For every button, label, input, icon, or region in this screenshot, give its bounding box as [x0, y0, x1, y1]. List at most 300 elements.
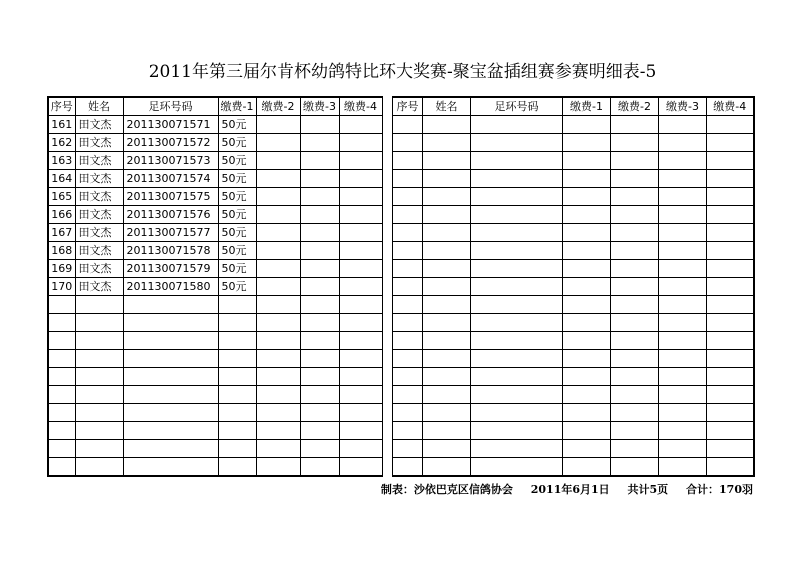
name-cell — [75, 350, 123, 368]
ring-cell: 201130071577 — [123, 224, 218, 242]
table-row — [393, 242, 754, 260]
seq-cell — [393, 368, 423, 386]
seq-cell — [393, 332, 423, 350]
seq-cell — [393, 278, 423, 296]
seq-cell: 161 — [48, 116, 75, 134]
ring-cell: 201130071572 — [123, 134, 218, 152]
ring-cell — [123, 314, 218, 332]
table-row — [393, 440, 754, 458]
fee1-cell — [218, 332, 256, 350]
seq-cell — [393, 404, 423, 422]
fee4-cell — [339, 314, 382, 332]
seq-cell — [48, 458, 75, 477]
fee3-cell — [300, 332, 339, 350]
name-cell — [423, 404, 471, 422]
seq-cell — [393, 152, 423, 170]
fee2-cell — [611, 134, 659, 152]
table-row — [48, 206, 382, 224]
fee2-cell — [256, 386, 300, 404]
name-cell: 田文杰 — [75, 278, 123, 296]
fee4-header: 缴费-4 — [707, 97, 754, 116]
fee1-cell — [563, 332, 611, 350]
fee2-cell — [256, 332, 300, 350]
name-cell — [423, 422, 471, 440]
ring-cell — [471, 314, 563, 332]
seq-cell — [393, 206, 423, 224]
ring-cell — [471, 116, 563, 134]
fee1-cell — [218, 386, 256, 404]
ring-cell — [471, 224, 563, 242]
table-row — [48, 332, 382, 350]
name-cell — [75, 422, 123, 440]
fee3-cell — [659, 458, 707, 477]
fee4-cell — [707, 206, 754, 224]
fee2-cell — [611, 152, 659, 170]
table-row — [393, 332, 754, 350]
fee2-cell — [611, 296, 659, 314]
name-cell — [75, 368, 123, 386]
fee3-cell — [659, 440, 707, 458]
name-cell — [423, 314, 471, 332]
table-row — [48, 170, 382, 188]
fee3-header: 缴费-3 — [300, 97, 339, 116]
fee3-cell — [300, 224, 339, 242]
fee3-cell — [659, 170, 707, 188]
fee4-cell — [707, 296, 754, 314]
fee1-cell — [218, 404, 256, 422]
table-row — [48, 116, 382, 134]
table-row — [48, 224, 382, 242]
fee4-cell — [339, 278, 382, 296]
fee3-cell — [300, 260, 339, 278]
fee2-cell — [256, 440, 300, 458]
name-cell — [423, 152, 471, 170]
fee2-header: 缴费-2 — [611, 97, 659, 116]
left-header-row — [48, 97, 382, 116]
fee4-cell — [707, 314, 754, 332]
ring-cell: 201130071573 — [123, 152, 218, 170]
fee4-cell — [707, 368, 754, 386]
fee2-cell — [256, 152, 300, 170]
name-header: 姓名 — [423, 97, 471, 116]
fee2-cell — [611, 116, 659, 134]
seq-cell — [393, 242, 423, 260]
ring-cell — [471, 404, 563, 422]
fee4-cell — [339, 404, 382, 422]
fee2-cell — [611, 332, 659, 350]
fee4-cell — [707, 422, 754, 440]
fee4-cell — [339, 116, 382, 134]
fee4-cell — [707, 134, 754, 152]
seq-cell: 163 — [48, 152, 75, 170]
fee3-cell — [659, 422, 707, 440]
fee1-cell — [563, 458, 611, 477]
seq-cell: 167 — [48, 224, 75, 242]
fee3-cell — [659, 314, 707, 332]
fee4-cell — [339, 350, 382, 368]
seq-cell — [48, 332, 75, 350]
fee3-cell — [300, 422, 339, 440]
ring-cell: 201130071574 — [123, 170, 218, 188]
fee4-cell — [707, 440, 754, 458]
fee2-cell — [256, 134, 300, 152]
ring-cell — [123, 368, 218, 386]
name-cell: 田文杰 — [75, 260, 123, 278]
ring-cell — [471, 170, 563, 188]
ring-cell — [471, 278, 563, 296]
footer-maker: 制表：沙依巴克区信鸽协会 — [380, 483, 513, 496]
ring-cell — [471, 386, 563, 404]
fee2-cell — [611, 314, 659, 332]
fee1-cell — [563, 134, 611, 152]
fee4-cell — [339, 422, 382, 440]
table-row — [393, 368, 754, 386]
table-row — [48, 152, 382, 170]
fee1-cell — [563, 296, 611, 314]
table-row — [393, 170, 754, 188]
footer — [381, 481, 753, 497]
seq-cell — [393, 134, 423, 152]
ring-cell — [471, 422, 563, 440]
name-cell — [423, 296, 471, 314]
fee4-cell — [707, 404, 754, 422]
name-cell — [75, 440, 123, 458]
name-cell: 田文杰 — [75, 116, 123, 134]
name-header: 姓名 — [75, 97, 123, 116]
fee2-cell — [256, 116, 300, 134]
fee2-cell — [611, 404, 659, 422]
fee2-cell — [256, 296, 300, 314]
fee4-cell — [707, 224, 754, 242]
table-row — [48, 260, 382, 278]
seq-header: 序号 — [393, 97, 423, 116]
fee3-cell — [659, 386, 707, 404]
fee4-cell — [707, 278, 754, 296]
name-cell: 田文杰 — [75, 170, 123, 188]
table-row — [393, 152, 754, 170]
seq-cell: 165 — [48, 188, 75, 206]
ring-cell: 201130071576 — [123, 206, 218, 224]
name-cell — [423, 458, 471, 477]
fee1-cell — [218, 422, 256, 440]
ring-header: 足环号码 — [123, 97, 218, 116]
fee2-cell — [611, 206, 659, 224]
fee2-cell — [256, 422, 300, 440]
right-header-row — [393, 97, 754, 116]
name-cell — [423, 386, 471, 404]
fee4-cell — [707, 332, 754, 350]
ring-cell — [471, 458, 563, 477]
ring-cell — [471, 332, 563, 350]
fee4-cell — [707, 188, 754, 206]
seq-cell — [393, 296, 423, 314]
table-row — [393, 188, 754, 206]
name-cell — [423, 440, 471, 458]
fee4-cell — [339, 188, 382, 206]
fee1-cell — [563, 350, 611, 368]
fee2-cell — [256, 224, 300, 242]
fee3-cell — [300, 278, 339, 296]
ring-cell — [471, 260, 563, 278]
table-row — [393, 134, 754, 152]
fee2-cell — [256, 458, 300, 477]
table-row — [48, 242, 382, 260]
ring-header: 足环号码 — [471, 97, 563, 116]
fee3-cell — [659, 296, 707, 314]
table-row — [393, 458, 754, 477]
table-row — [393, 404, 754, 422]
fee1-cell: 50元 — [218, 242, 256, 260]
fee1-cell — [563, 260, 611, 278]
name-cell: 田文杰 — [75, 224, 123, 242]
seq-cell — [393, 260, 423, 278]
fee3-cell — [300, 440, 339, 458]
name-cell: 田文杰 — [75, 152, 123, 170]
fee4-cell — [707, 386, 754, 404]
table-row — [393, 314, 754, 332]
ring-cell: 201130071579 — [123, 260, 218, 278]
ring-cell — [123, 350, 218, 368]
name-cell — [423, 188, 471, 206]
fee1-cell: 50元 — [218, 170, 256, 188]
footer-date: 2011年6月1日 — [530, 483, 610, 496]
fee2-cell — [256, 314, 300, 332]
ring-cell — [123, 458, 218, 477]
table-row — [48, 458, 382, 477]
fee3-cell — [659, 404, 707, 422]
fee1-cell — [563, 278, 611, 296]
seq-cell — [48, 368, 75, 386]
fee2-cell — [611, 278, 659, 296]
fee3-cell — [659, 332, 707, 350]
fee3-cell — [300, 296, 339, 314]
fee4-cell — [339, 296, 382, 314]
fee3-cell — [659, 278, 707, 296]
seq-cell — [393, 224, 423, 242]
fee2-cell — [611, 242, 659, 260]
table-row — [393, 296, 754, 314]
ring-cell — [123, 404, 218, 422]
seq-cell: 170 — [48, 278, 75, 296]
name-cell — [75, 404, 123, 422]
name-cell: 田文杰 — [75, 206, 123, 224]
fee1-cell: 50元 — [218, 260, 256, 278]
seq-cell — [48, 314, 75, 332]
name-cell — [423, 134, 471, 152]
fee4-cell — [339, 440, 382, 458]
fee2-cell — [256, 206, 300, 224]
name-cell — [75, 458, 123, 477]
seq-cell — [393, 188, 423, 206]
table-row — [48, 188, 382, 206]
table-row — [48, 386, 382, 404]
fee3-cell — [300, 458, 339, 477]
fee1-cell — [218, 350, 256, 368]
seq-cell — [48, 386, 75, 404]
fee2-header: 缴费-2 — [256, 97, 300, 116]
fee3-cell — [659, 350, 707, 368]
seq-cell: 169 — [48, 260, 75, 278]
fee4-cell — [707, 152, 754, 170]
fee2-cell — [611, 260, 659, 278]
fee4-cell — [339, 206, 382, 224]
fee4-cell — [339, 260, 382, 278]
fee1-cell — [563, 404, 611, 422]
ring-cell — [471, 296, 563, 314]
name-cell: 田文杰 — [75, 242, 123, 260]
seq-cell: 164 — [48, 170, 75, 188]
name-cell — [423, 224, 471, 242]
fee4-cell — [707, 260, 754, 278]
fee1-cell — [563, 440, 611, 458]
table-row — [48, 350, 382, 368]
ring-cell: 201130071571 — [123, 116, 218, 134]
fee3-cell — [300, 314, 339, 332]
seq-header: 序号 — [48, 97, 75, 116]
footer-total: 合计：170羽 — [686, 483, 753, 496]
name-cell — [423, 260, 471, 278]
table-row — [393, 116, 754, 134]
table-row — [48, 404, 382, 422]
name-cell — [75, 332, 123, 350]
name-cell — [423, 350, 471, 368]
fee1-cell: 50元 — [218, 152, 256, 170]
fee1-cell — [563, 224, 611, 242]
table-row — [393, 224, 754, 242]
fee4-cell — [339, 152, 382, 170]
ring-cell — [471, 350, 563, 368]
name-cell — [423, 278, 471, 296]
ring-cell — [123, 422, 218, 440]
fee1-cell: 50元 — [218, 188, 256, 206]
ring-cell — [471, 188, 563, 206]
fee3-cell — [659, 134, 707, 152]
fee4-cell — [339, 458, 382, 477]
seq-cell — [393, 116, 423, 134]
fee4-cell — [339, 242, 382, 260]
table-row — [48, 440, 382, 458]
seq-cell: 166 — [48, 206, 75, 224]
fee3-cell — [300, 188, 339, 206]
fee3-header: 缴费-3 — [659, 97, 707, 116]
fee1-cell — [218, 296, 256, 314]
fee4-cell — [707, 116, 754, 134]
seq-cell — [48, 404, 75, 422]
table-row — [48, 278, 382, 296]
seq-cell — [48, 440, 75, 458]
ring-cell — [123, 332, 218, 350]
ring-cell — [471, 206, 563, 224]
fee1-cell: 50元 — [218, 116, 256, 134]
table-row — [393, 350, 754, 368]
seq-cell — [393, 386, 423, 404]
ring-cell — [471, 134, 563, 152]
fee2-cell — [256, 188, 300, 206]
seq-cell — [393, 458, 423, 477]
name-cell — [423, 242, 471, 260]
fee3-cell — [300, 116, 339, 134]
ring-cell — [471, 152, 563, 170]
fee3-cell — [659, 116, 707, 134]
table-row — [48, 422, 382, 440]
seq-cell — [48, 422, 75, 440]
fee3-cell — [300, 170, 339, 188]
fee2-cell — [611, 170, 659, 188]
fee3-cell — [659, 152, 707, 170]
fee3-cell — [300, 134, 339, 152]
fee1-cell — [563, 188, 611, 206]
name-cell — [75, 296, 123, 314]
fee1-cell — [563, 368, 611, 386]
ring-cell — [123, 440, 218, 458]
name-cell — [423, 170, 471, 188]
fee3-cell — [300, 404, 339, 422]
fee1-cell — [563, 116, 611, 134]
name-cell: 田文杰 — [75, 134, 123, 152]
fee2-cell — [611, 386, 659, 404]
fee3-cell — [300, 152, 339, 170]
fee1-cell — [218, 440, 256, 458]
fee2-cell — [611, 440, 659, 458]
seq-cell — [393, 440, 423, 458]
fee3-cell — [300, 368, 339, 386]
fee1-cell: 50元 — [218, 206, 256, 224]
seq-cell — [393, 422, 423, 440]
seq-cell — [48, 350, 75, 368]
table-row — [48, 134, 382, 152]
name-cell — [423, 206, 471, 224]
fee3-cell — [659, 368, 707, 386]
seq-cell — [393, 350, 423, 368]
fee2-cell — [256, 278, 300, 296]
fee4-cell — [707, 170, 754, 188]
fee4-cell — [707, 350, 754, 368]
name-cell — [75, 314, 123, 332]
seq-cell: 168 — [48, 242, 75, 260]
fee2-cell — [256, 260, 300, 278]
fee1-cell — [563, 242, 611, 260]
right-table — [392, 96, 755, 477]
left-table — [47, 96, 383, 477]
fee4-cell — [339, 134, 382, 152]
fee1-cell: 50元 — [218, 134, 256, 152]
name-cell — [423, 332, 471, 350]
fee4-cell — [339, 170, 382, 188]
table-row — [393, 386, 754, 404]
fee3-cell — [659, 242, 707, 260]
ring-cell: 201130071578 — [123, 242, 218, 260]
fee1-cell — [563, 206, 611, 224]
name-cell — [423, 368, 471, 386]
seq-cell — [393, 314, 423, 332]
table-row — [48, 368, 382, 386]
seq-cell — [393, 170, 423, 188]
fee2-cell — [611, 458, 659, 477]
table-row — [393, 260, 754, 278]
fee2-cell — [256, 368, 300, 386]
fee3-cell — [300, 242, 339, 260]
fee2-cell — [256, 404, 300, 422]
fee4-cell — [339, 332, 382, 350]
fee4-header: 缴费-4 — [339, 97, 382, 116]
fee3-cell — [300, 386, 339, 404]
fee2-cell — [611, 224, 659, 242]
fee2-cell — [256, 242, 300, 260]
fee2-cell — [256, 170, 300, 188]
fee1-cell — [218, 314, 256, 332]
ring-cell: 201130071580 — [123, 278, 218, 296]
name-cell — [423, 116, 471, 134]
